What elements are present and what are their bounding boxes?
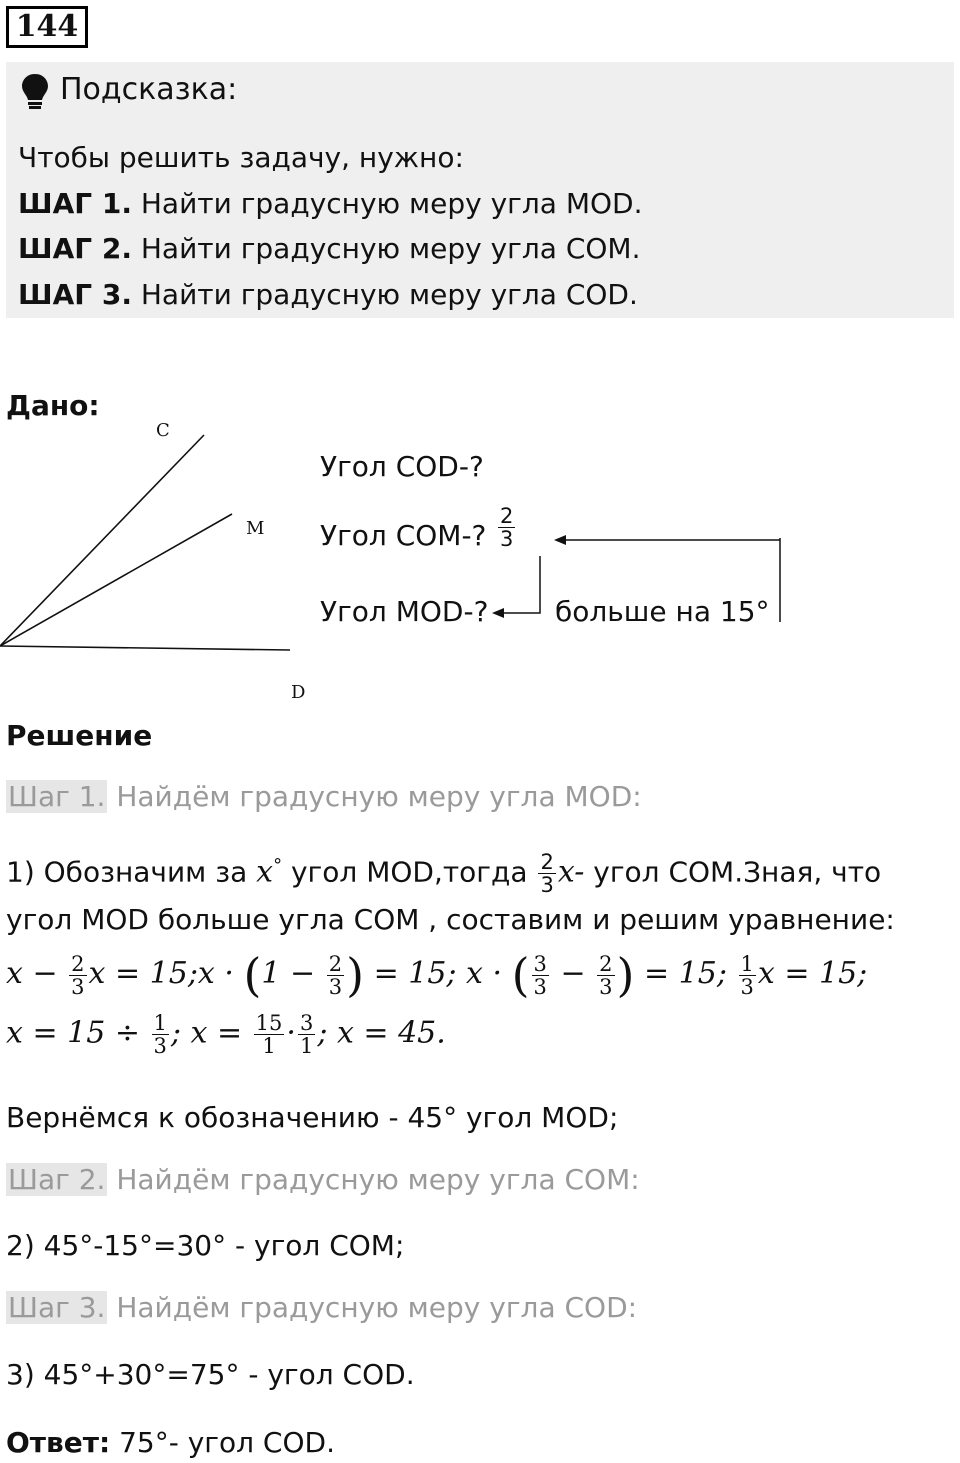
step-1-heading [6,777,642,817]
relation-arrows [480,520,790,630]
fraction-numerator: 2 [540,849,554,874]
step-tag: Шаг 3. [8,1291,106,1324]
hint-step-text: Найти градусную меру угла MOD. [140,187,643,220]
hint-step-label: ШАГ 1. [18,187,132,220]
fraction-numerator: 2 [500,504,514,528]
calc-step-3: 3) 45°+30°=75° - угол COD. [6,1358,415,1391]
solution-line-2: угол MOD больше угла COM , составим и решим уравнение: [6,903,895,936]
step-2-heading [6,1160,640,1200]
hint-step-text: Найти градусную меру угла COM. [140,232,641,265]
ray-oc [0,435,204,646]
hint-step-label: ШАГ 2. [18,232,132,265]
text: 1) Обозначим за [6,855,248,889]
equation-line-2: x = 15 ÷ $\frac{1}{3}$ ; x = $\frac{15}{1}$ · $\frac{3}{1}$ ; x = 45. [6,1011,446,1058]
point-m-label: M [246,518,265,539]
fraction [538,851,555,896]
problem-number: 144 [6,6,88,48]
step-text: Найдём градусную меру угла COD: [116,1291,638,1324]
hint-step-3 [18,275,638,315]
ray-om [0,514,232,646]
hint-title: Подсказка: [60,72,238,107]
hint-step-2 [18,229,641,269]
step-text: Найдём градусную меру угла MOD: [116,780,642,813]
answer-line [6,1423,335,1463]
fraction-denominator: 3 [500,527,514,551]
point-d-label: D [291,682,306,703]
answer-text: 75°- угол COD. [119,1426,335,1459]
degree: ° [273,855,283,876]
answer-label: Ответ: [6,1426,111,1459]
step-3-heading [6,1288,637,1328]
question-com: Угол COM-? [320,519,487,552]
arrow-head-icon [554,535,566,545]
given-heading: Дано: [6,389,100,422]
hint-step-text: Найти градусную меру угла COD. [140,278,638,311]
math-var: x- [557,854,585,890]
hint-intro: Чтобы решить задачу, нужно: [18,141,464,174]
question-mod: Угол MOD-? [320,595,489,628]
angle-diagram [0,410,320,710]
point-c-label: C [156,420,170,441]
lightbulb-icon [18,72,52,112]
fraction-denominator: 3 [540,872,554,897]
equation-line-1: x − $\frac{2}{3}$ x = 15;x · (1 − $\frac{2}{3}$ ) = 15; x · ( $\frac{3}{3}$ − $\frac{2}{3}$ ) = 15; $\frac{1}{3}$ x = 15; [6,948,868,1002]
question-cod: Угол COD-? [320,450,484,483]
math-var: x [256,854,274,890]
step-text: Найдём градусную меру угла COM: [116,1163,640,1196]
solution-heading: Решение [6,719,153,752]
relation-text: больше на 15° [555,595,770,628]
step-tag: Шаг 2. [8,1163,106,1196]
calc-step-2: 2) 45°-15°=30° - угол COM; [6,1229,405,1262]
hint-step-1 [18,184,643,224]
ray-od [0,646,290,650]
text: угол COM.Зная, что [593,855,882,889]
text: угол MOD,тогда [290,855,528,889]
solution-line-1 [6,846,881,896]
step-tag: Шаг 1. [8,780,106,813]
arrow-head-icon [492,608,504,618]
hint-step-label: ШАГ 3. [18,278,132,311]
back-substitution: Вернёмся к обозначению - 45° угол MOD; [6,1101,619,1134]
